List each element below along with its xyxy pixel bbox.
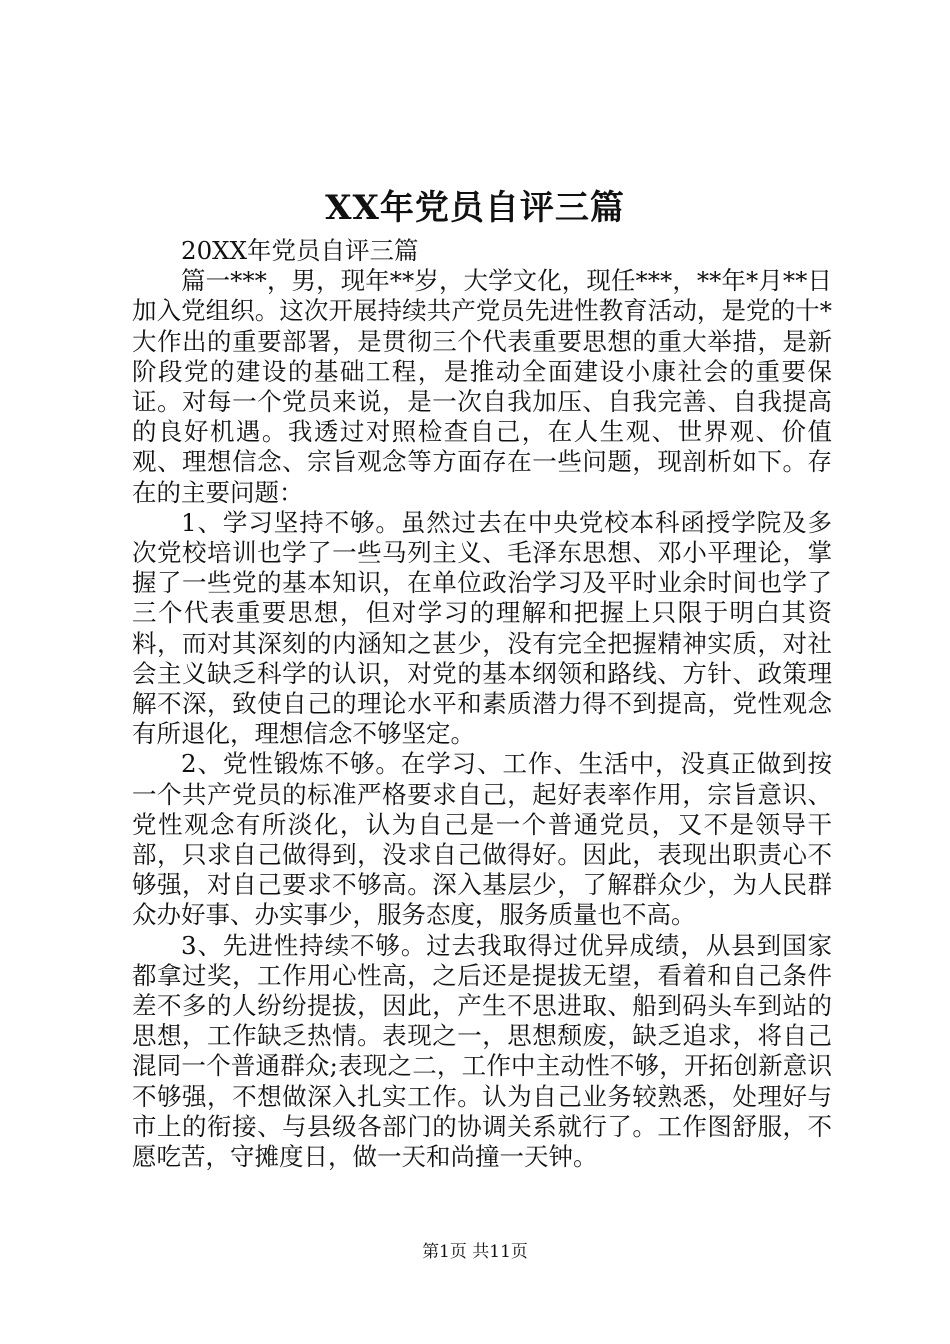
document-body: [132, 236, 832, 1172]
problem-paragraph-1: 1、学习坚持不够。虽然过去在中央党校本科函授学院及多次党校培训也学了一些马列主义、毛泽东思想、邓小平理论，掌握了一些党的基本知识，在单位政治学习及平时业余时间也学了三个代表重要思想，但对学习的理解和把握上只限于明白其资料，而对其深刻的内涵知之甚少，没有完全把握精神实质，对社会主义缺乏科学的认识，对党的基本纲领和路线、方针、政策理解不深，致使自己的理论水平和素质潜力得不到提高，党性观念有所退化，理想信念不够坚定。: [132, 507, 832, 749]
subtitle-paragraph: 20XX年党员自评三篇: [181, 236, 419, 265]
page-number-footer: 第1页 共11页: [422, 1242, 528, 1262]
intro-paragraph: 篇一***，男，现年**岁，大学文化，现任***，**年*月**日加入党组织。这次开展持续共产党员先进性教育活动，是党的十*大作出的重要部署，是贯彻三个代表重要思想的重大举措，是新阶段党的建设的基础工程，是推动全面建设小康社会的重要保证。对每一个党员来说，是一次自我加压、自我完善、自我提高的良好机遇。我透过对照检查自己，在人生观、世界观、价值观、理想信念、宗旨观念等方面存在一些问题，现剖析如下。存在的主要问题：: [132, 266, 832, 507]
problem-paragraph-3: 3、先进性持续不够。过去我取得过优异成绩，从县到国家都拿过奖，工作用心性高，之后还是提拔无望，看着和自己条件差不多的人纷纷提拔，因此，产生不思进取、船到码头车到站的思想，工作缺乏热情。表现之一，思想颓废，缺乏追求，将自己混同一个普通群众;表现之二，工作中主动性不够，开拓创新意识不够强，不想做深入扎实工作。认为自己业务较熟悉，处理好与市上的衔接、与县级各部门的协调关系就行了。工作图舒服，不愿吃苦，守摊度日，做一天和尚撞一天钟。: [132, 930, 832, 1172]
document-title: XX年党员自评三篇: [325, 188, 625, 228]
problem-paragraph-2: 2、党性锻炼不够。在学习、工作、生活中，没真正做到按一个共产党员的标准严格要求自己，起好表率作用，宗旨意识、党性观念有所淡化，认为自己是一个普通党员，又不是领导干部，只求自己做得到，没求自己做得好。因此，表现出职责心不够强，对自己要求不够高。深入基层少，了解群众少，为人民群众办好事、办实事少，服务态度，服务质量也不高。: [132, 749, 832, 930]
